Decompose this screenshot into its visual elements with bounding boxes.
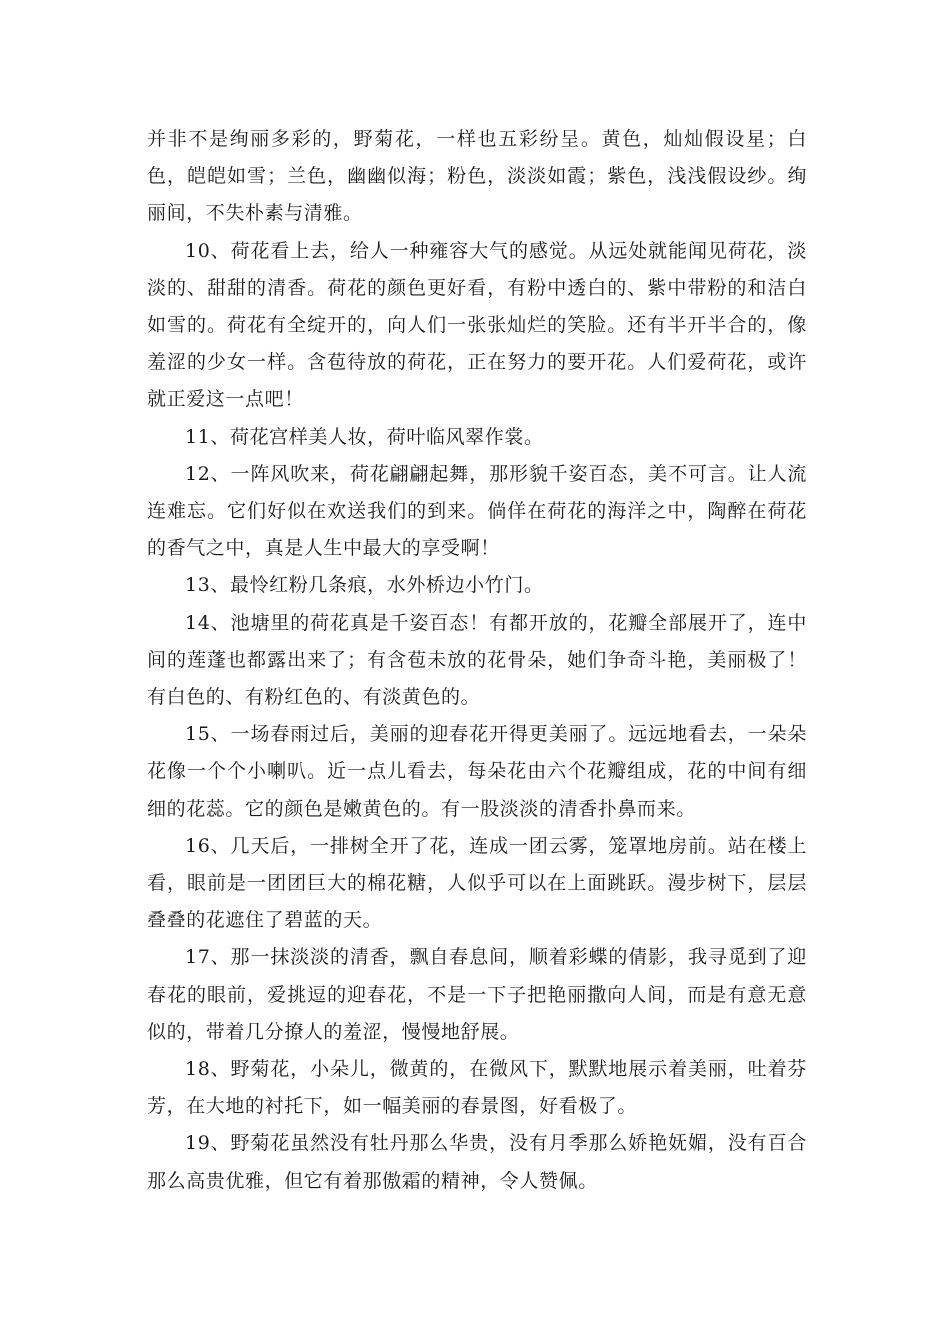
paragraph-11: 19、野菊花虽然没有牡丹那么华贵，没有月季那么娇艳妩媚，没有百合那么高贵优雅，但它有着那傲霜的精神，令人赞佩。 (147, 1132, 807, 1192)
paragraph-5: 13、最怜红粉几条痕，水外桥边小竹门。 (185, 574, 544, 597)
paragraph-3: 11、荷花宫样美人妆，荷叶临风翠作裳。 (185, 425, 544, 448)
paragraph-4: 12、一阵风吹来，荷花翩翩起舞，那形貌千姿百态，美不可言。让人流连难忘。它们好似在欢送我们的到来。倘佯在荷花的海洋之中，陶醉在荷花的香气之中，真是人生中最大的享受啊！ (147, 462, 807, 560)
document-body (147, 121, 807, 1200)
paragraph-9: 17、那一抹淡淡的清香，飘自春息间，顺着彩蝶的倩影，我寻觅到了迎春花的眼前，爱挑逗的迎春花，不是一下子把艳丽撒向人间，而是有意无意似的，带着几分撩人的羞涩，慢慢地舒展。 (147, 946, 807, 1043)
paragraph-1: 并非不是绚丽多彩的，野菊花，一样也五彩纷呈。黄色，灿灿假设星；白色，皑皑如雪；兰色，幽幽似海；粉色，淡淡如霞；紫色，浅浅假设纱。绚丽间，不失朴素与清雅。 (147, 128, 807, 225)
paragraph-8: 16、几天后，一排树全开了花，连成一团云雾，笼罩地房前。站在楼上看，眼前是一团团巨大的棉花糖，人似乎可以在上面跳跃。漫步树下，层层叠叠的花遮住了碧蓝的天。 (147, 834, 807, 932)
paragraph-2: 10、荷花看上去，给人一种雍容大气的感觉。从远处就能闻见荷花，淡淡的、甜甜的清香。荷花的颜色更好看，有粉中透白的、紫中带粉的和洁白如雪的。荷花有全绽开的，向人们一张张灿烂的笑脸。还有半开半合的，像羞涩的少女一样。含苞待放的荷花，正在努力的要开花。人们爱荷花，或许就正爱这一点吧！ (147, 239, 807, 411)
paragraph-6: 14、池塘里的荷花真是千姿百态！有都开放的，花瓣全部展开了，连中间的莲蓬也都露出来了；有含苞未放的花骨朵，她们争奇斗艳，美丽极了！有白色的、有粉红色的、有淡黄色的。 (147, 611, 807, 709)
paragraph-7: 15、一场春雨过后，美丽的迎春花开得更美丽了。远远地看去，一朵朵花像一个个小喇叭。近一点儿看去，每朵花由六个花瓣组成，花的中间有细细的花蕊。它的颜色是嫩黄色的。有一股淡淡的清香扑鼻而来。 (147, 723, 807, 820)
paragraph-10: 18、野菊花，小朵儿，微黄的，在微风下，默默地展示着美丽，吐着芬芳，在大地的衬托下，如一幅美丽的春景图，好看极了。 (147, 1058, 807, 1118)
